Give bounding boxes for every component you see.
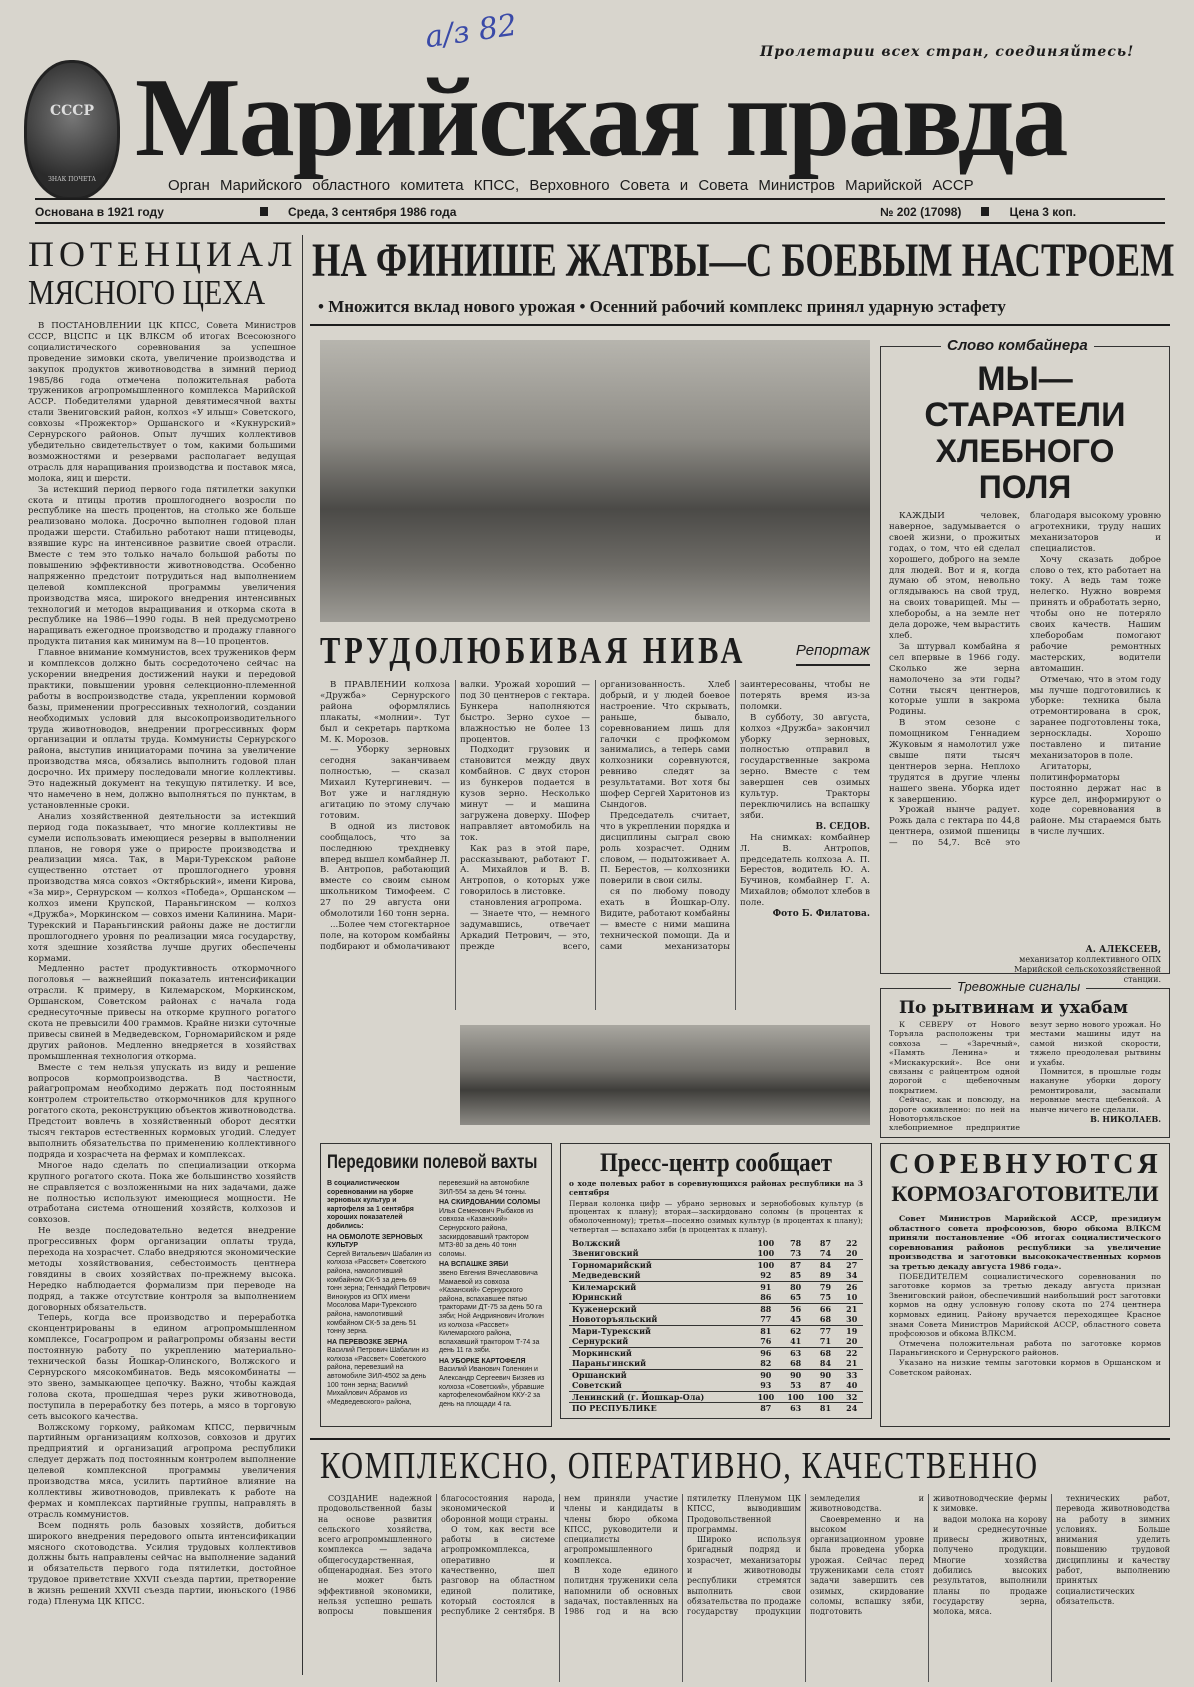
- paragraph: Медленно растет продуктивность откормочного поголовья — важнейший показатель интенсификации отрасли. К примеру, в Килемарском, Моркинском, Оршанском, Советском районах с начала года среднесуточные привесы на откорме крупного рогатого скота не превысили 400 граммов. Крайне низки суточные привесы свиней в Медведевском, Горномарийском и ряде других районов. Медленно внедряется в хозяйствах промышленная технология откорма.: [28, 964, 296, 1062]
- paragraph: Своевременно и на высоком организационном уровне была проведена уборка урожая. Сейчас перед тружениками села стоят задачи завершить сев озимых, скирдование соломы, вспашку зяби, подготовить животноводческие фермы к зимовке.: [810, 1494, 1047, 1617]
- compete-headline-2: КОРМОЗАГОТОВИТЕЛИ: [891, 1181, 1159, 1206]
- paragraph: Отмечена положительная работа по заготовке кормов Параньгинского и Сернурского районов.: [889, 1338, 1161, 1358]
- table-row: [569, 1358, 863, 1369]
- paragraph: СОЗДАНИЕ надежной продовольственной базы на основе развития сельского хозяйства, всего агропромышленного комплекса — задача общегосударственная, общенародная. Без этого не может быть эффективной экономики, нельзя успешно решать вопросы повышения благосостояния народа, экономической и оборонной мощи страны.: [318, 1494, 555, 1617]
- section-title: НА ВСПАШКЕ ЗЯБИ: [439, 1261, 509, 1269]
- percent-value: 62: [781, 1325, 811, 1336]
- section-text: Василий Иванович Голенкин и Александр Сергеевич Бизяев из колхоза «Советский», убравшие картофелекомбайном ККУ-2 за день на площади 4 га.: [439, 1366, 545, 1408]
- percent-value: 73: [790, 1248, 802, 1259]
- percent-value: 20: [846, 1248, 858, 1259]
- paragraph: Урожай нынче радует. Рожь дала с гектара по 44,8 центнера, озимой пшеницы — по 54,7. Всё это благодаря высокому уровню агротехники, труду наших механизаторов и специалистов.: [889, 511, 1161, 849]
- table-row: [569, 1336, 863, 1347]
- paragraph: В субботу, 30 августа, колхоз «Дружба» закончил уборку зерновых, полностью отправил в государственные закрома зерно. Вместе с тем завершен сев озимых культур. Тракторы переключились на вспашку зяби.: [740, 712, 870, 821]
- niva-signature: В. СЕДОВ.: [815, 821, 870, 832]
- signals-signature: В. НИКОЛАЕВ.: [1090, 1114, 1161, 1125]
- price-text: Цена 3 коп.: [1009, 205, 1077, 219]
- table-row: [569, 1325, 863, 1336]
- masthead-organ: Орган Марийского областного комитета КПСС, Верховного Совета и Совета Министров Марийской АССР: [168, 177, 974, 194]
- percent-value: 45: [790, 1314, 802, 1325]
- percent-value: 92: [760, 1270, 772, 1281]
- percent-value: 96: [751, 1347, 781, 1358]
- section-title: НА СКИРДОВАНИИ СОЛОМЫ: [439, 1199, 541, 1207]
- percent-value: 33: [840, 1369, 863, 1380]
- niva-headline: ТРУДОЛЮБИВАЯ НИВА: [320, 630, 747, 672]
- subhead: Осенний рабочий комплекс принял ударную эстафету: [589, 297, 1006, 316]
- table-row: [569, 1403, 863, 1414]
- section-text: Сергей Витальевич Шабалин из колхоза «Рассвет» Советского района, намолотивший комбайном СК-5 за день 69 тонн зерна; Геннадий Петрович Винокуров из ОПХ имени Мосолова Мари-Турекского района, намолотивший комбайном СК-5 за день 51 тонну зерна.: [327, 1250, 432, 1336]
- handwritten-note: а/з 82: [423, 7, 520, 56]
- combiner-rubric: Слово комбайнера: [941, 337, 1094, 355]
- percent-value: 26: [840, 1281, 863, 1292]
- niva-rubric: Репортаж: [796, 642, 870, 666]
- section-text: Илья Семенович Рыбаков из совхоза «Казанский» Сернурского района, заскирдовавший трактором МТЗ-80 за день 40 тонн соломы.: [439, 1207, 534, 1258]
- paragraph: За штурвал комбайна я сел впервые в 1966 году. Сколько же зерна намолочено за эти годы? Сотни тысяч центнеров, которые ушли в закрома Родины.: [889, 641, 1020, 718]
- order-emblem-icon: [24, 60, 120, 200]
- percent-value: 84: [811, 1259, 841, 1270]
- table-row: [569, 1270, 863, 1281]
- emblem-text: СССР: [50, 103, 94, 119]
- percent-value: 63: [781, 1347, 811, 1358]
- district-name: Горномарийский: [569, 1259, 751, 1270]
- percent-value: 22: [846, 1237, 858, 1248]
- emblem-ribbon: ЗНАК ПОЧЕТА: [48, 176, 96, 183]
- district-name: Советский: [572, 1380, 622, 1391]
- percent-value: 68: [790, 1358, 802, 1369]
- percent-value: 74: [819, 1248, 832, 1259]
- percent-value: 93: [760, 1380, 772, 1391]
- percent-value: 77: [811, 1325, 841, 1336]
- percent-value: 87: [819, 1237, 832, 1248]
- percent-value: 100: [751, 1391, 781, 1403]
- percent-value: 65: [790, 1292, 802, 1303]
- combiner-signature-note: механизатор коллективного ОПХ Марийской сельскохозяйственной станции.: [1014, 955, 1161, 984]
- combiner-article: [880, 337, 1170, 984]
- issue-number: [880, 205, 1076, 219]
- percent-value: 68: [811, 1347, 841, 1358]
- district-name: Ленинский (г. Йошкар-Ола): [569, 1391, 751, 1403]
- percent-value: 56: [781, 1303, 811, 1314]
- percent-value: 63: [781, 1403, 811, 1414]
- left-headline-2: МЯСНОГО ЦЕХА: [28, 273, 266, 312]
- percent-value: 87: [751, 1403, 781, 1414]
- combiner-headline-2: ХЛЕБНОГО ПОЛЯ: [935, 433, 1115, 505]
- table-row: [569, 1238, 863, 1249]
- district-name: Медведевский: [572, 1270, 641, 1281]
- percent-value: 34: [846, 1270, 858, 1281]
- paragraph: В этом сезоне с помощником Геннадием Жуковым я намолотил уже свыше пяти тысяч центнеров зерна. Неплохо трудятся в другие члены нашего звена. Уборка идет к завершению.: [889, 718, 1020, 805]
- lead-headline: НА ФИНИШЕ ЖАТВЫ—С БОЕВЫМ НАСТРОЕМ: [312, 234, 1175, 287]
- percent-value: 76: [760, 1336, 772, 1347]
- leaders-body: [327, 1180, 545, 1416]
- signals-body: [889, 1020, 1161, 1133]
- bottom-headline: КОМПЛЕКСНО, ОПЕРАТИВНО, КАЧЕСТВЕННО: [320, 1445, 1039, 1487]
- district-name: Мари-Турекский: [569, 1325, 751, 1336]
- founded: Основана в 1921 году: [35, 205, 164, 219]
- masthead-motto: Пролетарии всех стран, соединяйтесь!: [760, 44, 1135, 60]
- table-row: [569, 1248, 863, 1259]
- lead-subheads: • Множится вклад нового урожая • Осенний рабочий комплекс принял ударную эстафету: [318, 297, 1006, 316]
- percent-value: 100: [757, 1248, 775, 1259]
- percent-value: 81: [751, 1325, 781, 1336]
- column-divider: [302, 235, 303, 1675]
- percent-value: 71: [819, 1336, 832, 1347]
- paragraph: Вместе с тем нельзя упускать из виду и решение вопросов кормопроизводства. В частности, райагропромам необходимо держать под постоянным контролем строительство откормочников для крупного рогатого скота, реконструкцию объектов животноводства. Предстоит вовлечь в хозяйственный оборот десятки тысяч гектаров естественных кормовых угодий. Следует выполнить обязательства по применению коллективного подряда и хозрасчета на фермах и комплексах.: [28, 1062, 296, 1160]
- subhead: Множится вклад нового урожая: [328, 297, 576, 316]
- table-row: [569, 1347, 863, 1358]
- paragraph: Всем поднять роль базовых хозяйств, добиться широкого внедрения передового опыта интенсификации мясного скотоводства. Усилия трудовых коллективов должны быть направлены сейчас на выполнение заданий и обязательств первого года пятилетки, достойное трудовое приветствие XXVII съезда партии, претворение в жизнь решений XXVII съезда партии, июньского (1986 года) Пленума ЦК КПСС.: [28, 1520, 296, 1608]
- percent-value: 19: [840, 1325, 863, 1336]
- compete-headline-1: СОРЕВНУЮТСЯ: [889, 1149, 1162, 1180]
- press-table: [569, 1238, 863, 1414]
- paragraph: Теперь, когда все производство и переработка сконцентрированы в едином агропромышленном комплексе, Госагропром и райагропромы обязаны вести постоянную работу по укреплению материально-технической базы Йошкар-Олинского, Волжского и Сернурского мясокомбинатов. Ведь мясокомбинаты — это звено, замыкающее цепочку. Важно, чтобы каждая голова скота, прошедшая через руки животновода, поступила в переработку без потерь, а мясо в торговую сеть высокого качества.: [28, 1313, 296, 1422]
- district-name: ПО РЕСПУБЛИКЕ: [569, 1403, 751, 1414]
- percent-value: 90: [751, 1369, 781, 1380]
- paragraph: В одной из листовок сообщалось, что за последнюю трехдневку вперед вышел комбайнер Л. В. Антропов, работающий вместе со своим сыном школьником Тимофеем. С 27 по 29 августа они обмолотили 160 тонн зерна.: [320, 821, 450, 920]
- percent-value: 10: [846, 1292, 858, 1303]
- district-name: Волжский: [572, 1237, 621, 1248]
- percent-value: 91: [751, 1281, 781, 1292]
- paragraph: Как раз в этой паре, рассказывают, работают Г. А. Михайлов и В. В. Антропов, о которых уже говорилось в листовке.: [460, 843, 590, 898]
- table-row: [569, 1292, 863, 1303]
- percent-value: 22: [840, 1347, 863, 1358]
- percent-value: 21: [840, 1303, 863, 1314]
- percent-value: 32: [840, 1391, 863, 1403]
- percent-value: 53: [790, 1380, 802, 1391]
- issue-date: [240, 205, 456, 219]
- percent-value: 100: [811, 1391, 841, 1403]
- table-row: [569, 1380, 863, 1391]
- signals-article: [880, 979, 1170, 1138]
- table-row: [569, 1369, 863, 1380]
- issue-text: № 202 (17098): [880, 205, 962, 219]
- section-title: НА ОБМОЛОТЕ ЗЕРНОВЫХ КУЛЬТУР: [327, 1233, 423, 1250]
- compete-article: [880, 1143, 1170, 1427]
- paragraph: На снимках: комбайнер Л. В. Антропов, председатель колхоза А. П. Берестов, водитель Ю. А. Бучинов, комбайнер Г. А. Михайлов; обмолот хлебов в поле.: [740, 832, 870, 909]
- percent-value: 68: [819, 1314, 832, 1325]
- section-text: Василий Петрович Шабалин из колхоза «Рассвет» Советского района, перевезший на автомобиле ЗИЛ-4502 за день 100 тонн зерна; Василий Михайлович Абрамов из «Медведевского» района, перевезший на автомобиле ЗИЛ-554 за день 94 тонны.: [327, 1180, 530, 1406]
- percent-value: 84: [819, 1358, 832, 1369]
- paragraph: За истекший период первого года пятилетки закупки скота и птицы против прошлогоднего возросли по республике на шесть процентов, на столько же больше реализовано молока. Досрочно выполнен годовой план продажи шерсти. Стабильно работают наши птицеводы, взявшие курс на интенсивное развитие своей отрасли. Вместе с тем это только начало большой работы по повышению эффективности животноводства. Особенно напряженно предстоит потрудиться над выполнением целевой комплексной программы увеличения производства мяса, широкого внедрения интенсивных технологий и методов выращивания и откорма скота в республике на 1986—1990 годы. В ней предусмотрено наращивать ежегодное производство и продажу главного продукта питания как минимум на 8—10 процентов.: [28, 484, 296, 648]
- leaders-intro: В социалистическом соревновании на уборке зерновых культур и картофеля за 1 сентября хороших показателей добились:: [327, 1180, 414, 1230]
- newspaper-title: Марийская правда: [135, 56, 1067, 180]
- press-intro: о ходе полевых работ в соревнующихся районах республики на 3 сентября: [569, 1179, 863, 1197]
- paragraph: вадои молока на корову и среднесуточные привесы животных, получено продукции. Многие хозяйства добились высоких результатов, выполнили планы по продаже государству зерна, молока, мяса.: [933, 1514, 1047, 1617]
- paragraph: К СЕВЕРУ от Нового Торъяла расположены три совхоза — «Заречный», «Память Ленина» и «Мискакурский». Все они связаны с райцентром одной дорогой с щебеночным покрытием.: [889, 1020, 1020, 1095]
- paragraph: ся по любому поводу ехать в Йошкар-Олу. Видите, работают комбайны — вместе с ними машина технической помощи. Да и сами механизаторы заинтересованы, чтобы не потерять время из-за поломки.: [600, 680, 870, 952]
- paragraph: В ПОСТАНОВЛЕНИИ ЦК КПСС, Совета Министров СССР, ВЦСПС и ЦК ВЛКСМ об итогах Всесоюзного социалистического соревнования за успешное проведение зимовки скота, увеличение производства и закупок продуктов животноводства в зимний период 1985/86 года отмечена положительная работа тружеников агропромышленного комплекса Марийской АССР. Победителями ударной девятимесячной вахты стали Звениговский район, колхоз «У илыш» Советского, совхозы «Прожектор» Оршанского и «Кукнурский» Сернурского районов. Опыт лучших коллективов убедительно свидетельствует о том, какими большими возможностями и резервами располагает ведущая отрасль для наращивания производства и поставок мяса, молока, яиц и шерсти.: [28, 321, 296, 484]
- paragraph: Агитаторы, политинформаторы постоянно держат нас в курсе дел, информируют о ходе соревнования в районе. Мы стараемся быть в числе лучших.: [1030, 761, 1161, 838]
- percent-value: 82: [760, 1358, 772, 1369]
- section-title: НА УБОРКЕ КАРТОФЕЛЯ: [439, 1357, 526, 1365]
- section-text: звено Евгения Вячеславовича Мамаевой из совхоза «Казанский» Сернурского района, вспахавшее пятью тракторами ДТ-75 за день 50 га зяби; Ной Андриянович Иголкин из колхоза «Рассвет» Килемарского района, вспахавший трактором Т-74 за день 11 га зяби.: [439, 1269, 544, 1355]
- percent-value: 41: [790, 1336, 802, 1347]
- left-article: [28, 235, 296, 1671]
- percent-value: 78: [790, 1237, 802, 1248]
- paragraph: Широко используя бригадный подряд и хозрасчет, механизаторы и животноводы республики стремятся выполнить свои обязательства по продаже государству продукции земледелия и животноводства.: [687, 1494, 924, 1617]
- percent-value: 40: [846, 1380, 858, 1391]
- district-name: Моркинский: [569, 1347, 751, 1358]
- left-headline-1: ПОТЕНЦИАЛ: [28, 234, 298, 274]
- paragraph: становления агропрома.: [470, 898, 582, 909]
- paragraph: КАЖДЫЙ человек, наверное, задумывается о своей жизни, о прожитых годах, о том, что ей сделал хорошего, доброго на земле для людей. Вот и я, когда думаю об этом, невольно оглядываюсь на свой труд, на своих товарищей. Мы — хлеборобы, а на земле нет дела дороже, чем вырастить хлеб.: [889, 511, 1020, 641]
- percent-value: 75: [819, 1292, 832, 1303]
- leaders-headline: Передовики полевой вахты: [327, 1152, 538, 1173]
- paragraph: В ПРАВЛЕНИИ колхоза «Дружба» Сернурского района оформлялись плакаты, «молнии». Тут был и секретарь парткома М. К. Морозов.: [320, 680, 450, 745]
- percent-value: 100: [781, 1391, 811, 1403]
- table-row: [569, 1391, 863, 1403]
- combiner-body: [889, 511, 1161, 941]
- paragraph: Указано на низкие темпы заготовки кормов в Оршанском и Советском районах.: [889, 1357, 1161, 1377]
- paragraph: Председатель считает, что в укреплении порядка и дисциплины сыграл свою роль хозрасчет. Одним словом, — подытоживает А. П. Берестов, — колхозники поверили в свои силы.: [600, 810, 730, 887]
- paragraph: ПОБЕДИТЕЛЕМ социалистического соревнования по заготовке кормов за третью декаду августа признан Звениговский район, обеспечивший наибольший рост заготовки кормов на одну условную голову скота по 274 центнера кормовых единиц. Району вручается переходящее Красное знамя Совета Министров Марийской АССР, областного совета профсоюзов и обкома ВЛКСМ.: [889, 1271, 1161, 1339]
- paragraph: Подходит грузовик и становится между двух комбайнов. С двух сторон из бункеров подается в кузов зерно. Несколько минут — и машина загружена доверху. Шофер направляет автомобиль на ток.: [460, 745, 590, 843]
- table-row: [569, 1303, 863, 1314]
- percent-value: 79: [811, 1281, 841, 1292]
- niva-body: [320, 680, 870, 1010]
- leaders-article: [320, 1143, 552, 1427]
- paragraph: — Знаете что, — немного задумавшись, отвечает Аркадий Петрович, — это, прежде всего, организованность. Хлеб добрый, и у людей боевое настроение. Что скрывать, раньше, бывало, соревнованием лишь для галочки с профкомом занимались, а теперь сами колхозники соревнуются, ревниво следят за результатами. Вот хотя бы шофер Сергей Харитонов из Сындогов.: [460, 680, 730, 952]
- paragraph: Многое надо сделать по специализации откорма крупного рогатого скота. Пока же большинство хозяйств не справляется с возложенными на них задачами, даже не полностью используют имеющиеся мощности. Не отработана система отношений хозяйств, колхозов и совхозов.: [28, 1160, 296, 1226]
- paragraph: В ходе единого политдня труженики села напомнили об основных задачах, поставленных на 1986 год и на всю пятилетку Пленумом ЦК КПСС, выводившим Продовольственной программы.: [564, 1494, 801, 1617]
- table-row: [569, 1259, 863, 1270]
- press-center: [560, 1143, 872, 1419]
- percent-value: 80: [781, 1281, 811, 1292]
- section-title: НА ПЕРЕВОЗКЕ ЗЕРНА: [327, 1338, 408, 1346]
- combiner-headline-1: МЫ—СТАРАТЕЛИ: [924, 360, 1126, 434]
- photo-credit: Фото Б. Филатова.: [772, 909, 870, 920]
- combiner-signature: А. АЛЕКСЕЕВ,: [1085, 945, 1161, 955]
- paragraph: Хочу сказать доброе слово о тех, кто работает на току. А ведь там тоже нелегко. Нужно вовремя принять и обработать зерно, чтобы оно не потеряло своих качеств. Нашим хлеборобам помогают рабочие ремонтных мастерских, водители автомашин.: [1030, 554, 1161, 674]
- paragraph: Отмечаю, что в этом году мы лучше подготовились к уборке: техника была отремонтирована в срок, заранее подготовлены тока, зерносклады. Хорошо поставлено и питание механизаторов в поле.: [1030, 674, 1161, 761]
- percent-value: 89: [819, 1270, 832, 1281]
- paragraph: О том, как вести все работы в системе агропромкомплекса, оперативно и качественно, шел разговор на областном единой политике, который состоялся в республике 2 сентября. В нем приняли участие члены и кандидаты в члены бюро обкома КПСС, руководители и специалисты агропромышленного комплекса.: [441, 1494, 678, 1617]
- percent-value: 87: [819, 1380, 832, 1391]
- paragraph: технических работ, перевода животноводства на работу в зимних условиях. Больше внимания уделить повышению трудовой дисциплины и качеству работ, выполнению принятых социалистических обязательств.: [1056, 1494, 1170, 1606]
- percent-value: 20: [846, 1336, 858, 1347]
- harvest-team-photo: [320, 340, 870, 622]
- percent-value: 66: [811, 1303, 841, 1314]
- date-text: Среда, 3 сентября 1986 года: [288, 205, 457, 219]
- paragraph: Не везде последовательно ведется внедрение прогрессивных форм организации оплаты труда, перехода на хозрасчет. Слабо внедряются экономические методы хозяйствования, себестоимость центнера говядины в своих хозяйствах по-прежнему высока. Нередко наблюдается формализм при переводе на подряд, а также отсутствие контроля за выполнением договорных обязательств.: [28, 1226, 296, 1313]
- signals-headline: По рытвинам и ухабам: [899, 998, 1129, 1018]
- press-legend: Первая колонка цифр — убрано зерновых и зернобобовых культур (в процентах к плану); вторая—заскирдовано соломы (в процентах к обмолоченному); третья—посеяно озимых культур (в процентах к плану); четвертая — вспахано зяби (в процентах к плану).: [569, 1198, 863, 1234]
- district-name: Оршанский: [569, 1369, 751, 1380]
- percent-value: 81: [811, 1403, 841, 1414]
- left-article-body: [28, 321, 296, 1671]
- district-name: Килемарский: [569, 1281, 751, 1292]
- paragraph: Волжскому горкому, райкомам КПСС, первичным партийным организациям колхозов, совхозов и других предприятий и организаций агропрома республики следует держать под постоянным контролем выполнение целевой комплексной программы увеличения производства мяса, усилить партийное влияние на коллективы животноводов, привлекать к работе на фермах и комплексах партийные группы, направлять в отрасль коммунистов.: [28, 1422, 296, 1520]
- district-name: Куженерский: [569, 1303, 751, 1314]
- paragraph: Главное внимание коммунистов, всех тружеников ферм и комплексов должно быть сосредоточено сейчас на ускорении внедрения достижений науки и передовой практики, повышении уровня селекционно-племенной работы в воспроизводстве стада, укреплении кормовой базы, применении прогрессивных технологий, создании необходимых условий для высокопроизводительного труда животноводов, внедрении прогрессивных форм организации и оплаты труда. Коммунисты Сернурского района, выступив инициаторами почина за увеличение производства мяса, обязались выполнить годовой план досрочно. Их примеру последовали многие коллективы. Это надежный документ на текущую пятилетку. И все, что намечено в нем, должно выполняться по пунктам, в установленные сроки.: [28, 648, 296, 811]
- combines-in-field-photo: [460, 1025, 870, 1125]
- percent-value: 90: [811, 1369, 841, 1380]
- district-name: Звениговский: [572, 1248, 639, 1259]
- percent-value: 24: [840, 1403, 863, 1414]
- percent-value: 90: [781, 1369, 811, 1380]
- press-headline: Пресс-центр сообщает: [599, 1148, 832, 1177]
- percent-value: 85: [790, 1270, 802, 1281]
- district-name: Параньгинский: [572, 1358, 647, 1369]
- paragraph: ...Более чем стогектарное поле, на котором комбайны подбирают и обмолачивают валки. Урожай хороший — под 30 центнеров с гектара. Бункера наполняются быстро. Зерно сухое — влажностью не более 13 процентов.: [320, 680, 590, 952]
- percent-value: 87: [781, 1259, 811, 1270]
- compete-body: [889, 1214, 1161, 1377]
- bottom-article-body: [318, 1494, 1170, 1682]
- district-name: Новоторъяльский: [572, 1314, 658, 1325]
- percent-value: 27: [840, 1259, 863, 1270]
- signals-rubric: Тревожные сигналы: [951, 979, 1086, 995]
- percent-value: 30: [846, 1314, 858, 1325]
- percent-value: 100: [757, 1237, 775, 1248]
- paragraph: — Уборку зерновых сегодня заканчиваем полностью, — сказал Михаил Кутергиневич. — Вот уже и наглядную агитацию по этому случаю готовим.: [320, 745, 450, 821]
- paragraph: Анализ хозяйственной деятельности за истекший период года показывает, что многие коллективы не сумели использовать имеющиеся резервы в выполнении планов, не говоря уже о приросте производства и реализации мяса. Так, в Мари-Турекском районе существенно отстает от прошлогоднего уровня производства мяса совхоз «Октябрьский», имени Кирова, «За мир», Сернурском — колхоз «Победа», Оршанском — колхоз имени Крупской, Параньгинском — колхоз «Дружба», Моркинском — совхоз имени Калинина. Мари-Турекский и Параньгинский районы даже не достигли прошлогоднего уровня по реализации мяса государству, хотя здешние хозяйства лучше других обеспечены кормами.: [28, 811, 296, 964]
- table-row: [569, 1314, 863, 1325]
- district-name: Сернурский: [572, 1336, 629, 1347]
- niva-article: [320, 628, 870, 1010]
- paragraph: Сейчас, как и повсюду, на дороге оживленно: по ней на Новоторъяльское хлебоприемное предприятие везут зерно нового урожая. Но местами машины идут на самой низкой скорости, тяжело преодолевая рытвины и ухабы.: [889, 1020, 1161, 1133]
- percent-value: 21: [846, 1358, 858, 1369]
- paragraph: Помнится, в прошлые годы накануне уборки дорогу ремонтировали, засыпали неровные места щебенкой. А нынче ничего не сделали.: [1030, 1067, 1161, 1114]
- percent-value: 100: [751, 1259, 781, 1270]
- district-name: Юринский: [572, 1292, 623, 1303]
- percent-value: 86: [760, 1292, 772, 1303]
- paragraph: Совет Министров Марийской АССР, президиум областного совета профсоюзов, бюро обкома ВЛКСМ приняли постановление «Об итогах социалистического соревнования районов республики за увеличение производства и заготовки высококачественных кормов за третью декаду августа 1986 года».: [889, 1214, 1161, 1271]
- percent-value: 77: [760, 1314, 772, 1325]
- table-row: [569, 1281, 863, 1292]
- percent-value: 88: [751, 1303, 781, 1314]
